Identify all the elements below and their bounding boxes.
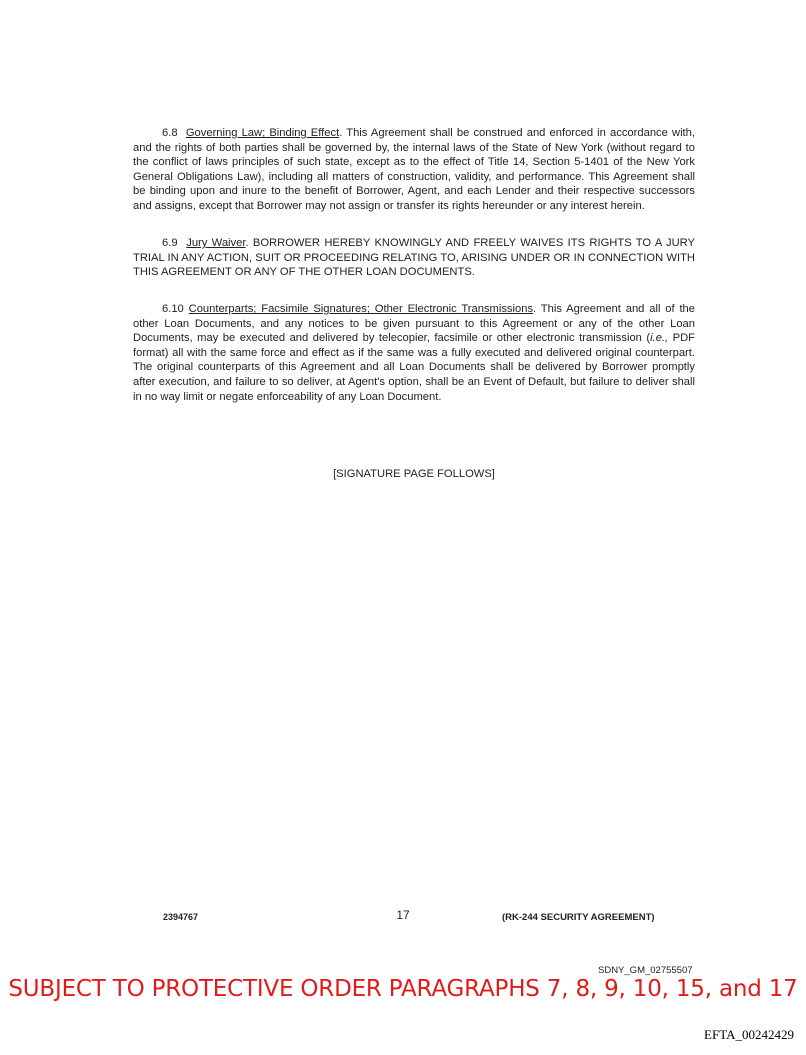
section-number: 6.8 [162, 127, 178, 139]
efta-id: EFTA_00242429 [704, 1027, 794, 1042]
footer-page-number: 17 [396, 908, 410, 922]
section-body: . This Agreement and all of the other Loan Documents, and any notices to be given pursuant to this Agreement or any of the other Loan Documents, may be executed and delivered by telecopier, facsimile or other electronic transmission ( [133, 303, 695, 345]
protective-order-stamp: SUBJECT TO PROTECTIVE ORDER PARAGRAPHS 7, 8, 9, 10, 15, and 17 [8, 976, 798, 1002]
section-italic: i.e., [650, 332, 669, 345]
bates-number: SDNY_GM_02755507 [598, 965, 693, 976]
section-body: . BORROWER HEREBY KNOWINGLY AND FREELY WAIVES ITS RIGHTS TO A JURY TRIAL IN ANY ACTION, SUIT OR PROCEEDING RELATING TO, ARISING UNDER OR IN CONNECTION WITH THIS AGREEMENT OR ANY OF THE OTHER LOAN DOCUMENTS. [133, 237, 695, 279]
section-number: 6.9 [162, 237, 178, 249]
section-number: 6.10 [162, 303, 184, 315]
section-heading: Governing Law; Binding Effect [185, 127, 340, 139]
footer-doc-number: 2394767 [163, 912, 199, 922]
section-6-9 [133, 236, 695, 280]
section-6-10 [133, 302, 695, 404]
signature-page-note: [SIGNATURE PAGE FOLLOWS] [333, 468, 495, 480]
section-heading: Counterparts; Facsimile Signatures; Other Electronic Transmissions [188, 303, 534, 315]
section-heading: Jury Waiver [186, 237, 246, 249]
section-body: . This Agreement shall be construed and enforced in accordance with, and the rights of both parties shall be governed by, the internal laws of the State of New York (without regard to the conflict of laws principles of such state, except as to the effect of Title 14, Section 5-1401 of the New York General Obligations Law), including all matters of construction, validity, and performance. This Agreement shall be binding upon and inure to the benefit of Borrower, Agent, and each Lender and their respective successors and assigns, except that Borrower may not assign or transfer its rights hereunder or any interest herein. [133, 127, 695, 212]
footer-doc-title: (RK-244 SECURITY AGREEMENT) [502, 912, 655, 923]
section-6-8 [133, 126, 695, 214]
section-body-continued: PDF format) all with the same force and effect as if the same was a fully executed and delivered original counterpart. The original counterparts of this Agreement and all Loan Documents shall be delivered by Borrower promptly after execution, and failure to so deliver, at Agent's option, shall be an Event of Default, but failure to deliver shall in no way limit or negate enforceability of any Loan Document. [133, 332, 696, 403]
